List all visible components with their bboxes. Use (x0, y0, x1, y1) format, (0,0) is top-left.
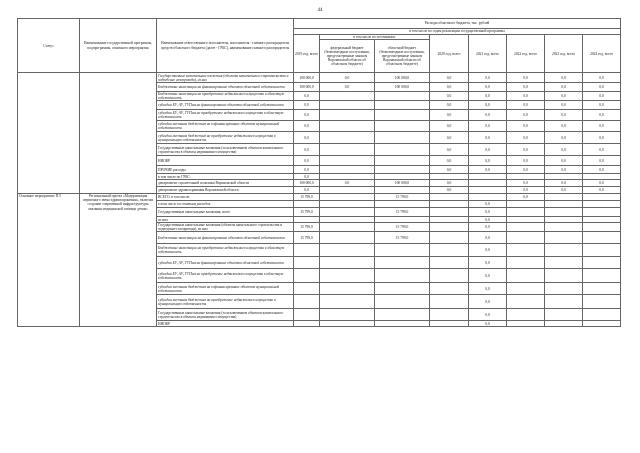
value-cell (583, 257, 621, 269)
value-cell: 100 000,0 (294, 180, 320, 187)
value-cell (430, 283, 469, 295)
header-responsible: Наименование ответственного исполнителя, исполнителя - главного распорядителя средств областного бюджета (далее - ГРБС), наименование главного распорядителя (157, 19, 294, 73)
value-cell: 0,0 (469, 309, 507, 321)
value-cell: 0,0 (545, 121, 583, 132)
header-incl: в том числе по источникам: (320, 35, 430, 40)
row-label: Государственные капитальные вложения (объекты капитального строительства и подведение газопровода), из них (157, 223, 294, 232)
header-2023: 2023 год, всего (545, 35, 583, 73)
value-cell: 0,0 (430, 132, 469, 144)
row-label: субсидии местным бюджетам на софинансирование объектов муниципальной собственности (157, 283, 294, 295)
row-label: субсидии БУ, АУ, ГУПам на финансирование объектов областной собственности (157, 101, 294, 110)
row-label: из них (157, 217, 294, 223)
value-cell: 0,0 (294, 174, 320, 180)
value-cell: 0,0 (430, 156, 469, 166)
value-cell: 0,0 (294, 166, 320, 174)
value-cell (545, 244, 583, 257)
row-label: Бюджетные инвестиции на приобретение недвижимого имущества в областную собственность (157, 244, 294, 257)
value-cell (430, 232, 469, 244)
row-label: Государственные капитальные вложения (за исключением объектов капитального строительства в объекты недвижимого имущества) (157, 309, 294, 321)
table-body (18, 73, 621, 327)
value-cell: 0,0 (545, 144, 583, 156)
value-cell (469, 180, 507, 187)
value-cell: 100 000,0 (375, 73, 430, 83)
value-cell: 0,0 (469, 244, 507, 257)
value-cell: 0,0 (430, 83, 469, 92)
row-label: в том числе по ГРБС: (157, 174, 294, 180)
value-cell (430, 269, 469, 283)
value-cell: 0,0 (583, 92, 621, 101)
value-cell: 0,0 (469, 92, 507, 101)
value-cell: 0,0 (507, 101, 545, 110)
value-cell (430, 309, 469, 321)
value-cell (294, 309, 320, 321)
value-cell: 0,0 (583, 110, 621, 121)
value-cell (294, 269, 320, 283)
table-header (18, 19, 621, 73)
value-cell (507, 269, 545, 283)
value-cell: 0,0 (469, 321, 507, 327)
value-cell: 0,0 (294, 156, 320, 166)
value-cell (375, 257, 430, 269)
table-row (18, 194, 621, 201)
value-cell (375, 144, 430, 156)
value-cell (545, 321, 583, 327)
header-2024: 2024 год, всего (583, 35, 621, 73)
value-cell (545, 223, 583, 232)
value-cell (545, 309, 583, 321)
value-cell (430, 321, 469, 327)
value-cell: 0,0 (469, 156, 507, 166)
row-label: субсидии местным бюджетам на софинансирование объектов муниципальной собственности (157, 121, 294, 132)
value-cell (320, 295, 375, 309)
row-label: Бюджетные инвестиции на приобретение недвижимого имущества в областную собственность (157, 92, 294, 101)
value-cell: 0,0 (545, 110, 583, 121)
program-cell (80, 73, 157, 194)
row-label: в том числе по статьям расходов (157, 201, 294, 208)
header-federal: федеральный бюджет (безвозмездные поступления, предусмотренные законом Воронежской области об областном бюджете) (320, 40, 375, 73)
row-label: субсидии БУ, АУ, ГУПам на финансирование объектов областной собственности (157, 257, 294, 269)
value-cell (320, 121, 375, 132)
value-cell (583, 283, 621, 295)
value-cell: 0,0 (320, 83, 375, 92)
value-cell (375, 121, 430, 132)
value-cell: 0,0 (469, 83, 507, 92)
value-cell (507, 232, 545, 244)
value-cell (320, 321, 375, 327)
row-label: НИОКР (157, 156, 294, 166)
value-cell (583, 201, 621, 208)
value-cell (545, 295, 583, 309)
row-label: департамент здравоохранения Воронежской области (157, 187, 294, 194)
value-cell: 0,0 (430, 144, 469, 156)
value-cell (320, 166, 375, 174)
value-cell: 0,0 (545, 73, 583, 83)
header-2020: 2020 год, всего (430, 35, 469, 73)
value-cell (320, 201, 375, 208)
value-cell (583, 321, 621, 327)
value-cell (583, 223, 621, 232)
value-cell (583, 232, 621, 244)
value-cell (320, 101, 375, 110)
value-cell: 0,0 (545, 92, 583, 101)
value-cell: 0,0 (430, 110, 469, 121)
value-cell: 0,0 (583, 132, 621, 144)
value-cell: 0,0 (583, 180, 621, 187)
value-cell (294, 321, 320, 327)
value-cell: 0,0 (469, 132, 507, 144)
value-cell: 0,0 (507, 166, 545, 174)
row-label: ПРОЧИЕ расходы (157, 166, 294, 174)
value-cell: 0,0 (430, 121, 469, 132)
value-cell: 0,0 (583, 121, 621, 132)
value-cell: 0,0 (469, 257, 507, 269)
row-label: Бюджетные инвестиции на финансирование объектов областной собственности (157, 232, 294, 244)
row-label: НИОКР (157, 321, 294, 327)
value-cell (545, 257, 583, 269)
value-cell: 0,0 (545, 156, 583, 166)
value-cell (375, 309, 430, 321)
value-cell: 0,0 (583, 144, 621, 156)
value-cell: 0,0 (469, 73, 507, 83)
value-cell (583, 208, 621, 217)
value-cell (294, 201, 320, 208)
value-cell: 0,0 (545, 132, 583, 144)
value-cell: 0,0 (469, 295, 507, 309)
value-cell: 0,0 (583, 73, 621, 83)
value-cell (430, 244, 469, 257)
value-cell (583, 269, 621, 283)
value-cell: 0,0 (430, 101, 469, 110)
status-cell: Основное мероприятие П.5 (18, 194, 80, 327)
value-cell (507, 201, 545, 208)
value-cell: 0,0 (320, 180, 375, 187)
value-cell: 0,0 (294, 132, 320, 144)
value-cell: 0,0 (469, 101, 507, 110)
value-cell (320, 232, 375, 244)
header-by-years: в том числе по годам реализации государственной программы (294, 29, 621, 35)
value-cell: 15 799,0 (294, 232, 320, 244)
value-cell (320, 92, 375, 101)
value-cell: 0,0 (294, 144, 320, 156)
page-number: 44 (317, 8, 323, 13)
value-cell (507, 223, 545, 232)
value-cell: 100 000,0 (375, 180, 430, 187)
value-cell: 0,0 (583, 83, 621, 92)
value-cell: 0,0 (469, 144, 507, 156)
value-cell: 0,0 (583, 187, 621, 194)
row-label: субсидии местным бюджетам на приобретение недвижимого имущества в муниципальную собственность (157, 295, 294, 309)
value-cell (375, 101, 430, 110)
value-cell (507, 208, 545, 217)
value-cell (430, 295, 469, 309)
value-cell: 0,0 (545, 180, 583, 187)
header-2019: 2019 год, всего (294, 35, 320, 73)
value-cell (375, 110, 430, 121)
value-cell (320, 208, 375, 217)
value-cell (430, 201, 469, 208)
value-cell: 0,0 (507, 73, 545, 83)
value-cell: 0,0 (469, 166, 507, 174)
status-cell (18, 73, 80, 194)
value-cell (545, 232, 583, 244)
value-cell (545, 201, 583, 208)
value-cell (375, 92, 430, 101)
value-cell (507, 283, 545, 295)
value-cell: 0,0 (507, 132, 545, 144)
value-cell: 0,0 (469, 283, 507, 295)
value-cell (375, 269, 430, 283)
header-expenses: Расходы областного бюджета, тыс. рублей (294, 19, 621, 29)
value-cell (294, 244, 320, 257)
header-2021: 2021 год, всего (469, 35, 507, 73)
value-cell (375, 132, 430, 144)
row-label: Бюджетные инвестиции на финансирование объектов областной собственности (157, 83, 294, 92)
value-cell: 0,0 (469, 269, 507, 283)
value-cell: 0,0 (469, 223, 507, 232)
value-cell: 0,0 (545, 187, 583, 194)
row-label: ВСЕГО, в том числе: (157, 194, 294, 201)
value-cell (375, 166, 430, 174)
value-cell (430, 208, 469, 217)
value-cell (320, 156, 375, 166)
value-cell (320, 223, 375, 232)
budget-table (17, 18, 621, 327)
value-cell (469, 194, 507, 201)
value-cell: 100 000,0 (294, 73, 320, 83)
table-row (18, 73, 621, 83)
value-cell (294, 295, 320, 309)
value-cell (375, 283, 430, 295)
row-label: департамент строительной политики Воронежской области (157, 180, 294, 187)
value-cell: 0,0 (294, 110, 320, 121)
value-cell: 0,0 (294, 101, 320, 110)
value-cell: 0,0 (507, 180, 545, 187)
value-cell (545, 269, 583, 283)
header-program: Наименование государственной программы, подпрограммы, основного мероприятия (80, 19, 157, 73)
value-cell: 0,0 (507, 144, 545, 156)
value-cell: 15 799,0 (375, 194, 430, 201)
value-cell (320, 110, 375, 121)
value-cell (375, 156, 430, 166)
value-cell: 0,0 (294, 187, 320, 194)
row-label: Государственные капитальные вложения (за исключением объектов капитального строительства в объекты недвижимого имущества) (157, 144, 294, 156)
value-cell (469, 187, 507, 194)
value-cell: 100 000,0 (375, 83, 430, 92)
value-cell (507, 295, 545, 309)
value-cell: 0,0 (507, 110, 545, 121)
value-cell: 100 000,0 (294, 83, 320, 92)
value-cell (507, 309, 545, 321)
value-cell: 0,0 (507, 92, 545, 101)
value-cell: 0,0 (507, 156, 545, 166)
value-cell: 0,0 (507, 187, 545, 194)
value-cell (320, 132, 375, 144)
value-cell (507, 244, 545, 257)
value-cell: 0,0 (469, 208, 507, 217)
value-cell (583, 244, 621, 257)
value-cell: 0,0 (583, 156, 621, 166)
value-cell: 0,0 (583, 101, 621, 110)
value-cell: 15 799,0 (294, 208, 320, 217)
value-cell: 0,0 (545, 101, 583, 110)
value-cell: 0,0 (430, 187, 469, 194)
value-cell (320, 257, 375, 269)
value-cell: 15 799,0 (375, 223, 430, 232)
value-cell (320, 283, 375, 295)
value-cell: 0,0 (294, 92, 320, 101)
value-cell (294, 257, 320, 269)
value-cell: 0,0 (545, 83, 583, 92)
value-cell: 0,0 (469, 110, 507, 121)
value-cell (320, 187, 375, 194)
value-cell: 0,0 (469, 232, 507, 244)
value-cell: 0,0 (320, 73, 375, 83)
value-cell (320, 244, 375, 257)
value-cell: 0,0 (507, 83, 545, 92)
value-cell: 0,0 (469, 217, 507, 223)
value-cell (430, 194, 469, 201)
value-cell (507, 257, 545, 269)
value-cell (507, 321, 545, 327)
value-cell: 0,0 (507, 121, 545, 132)
value-cell (320, 144, 375, 156)
value-cell: 15 799,0 (375, 208, 430, 217)
value-cell: 0,0 (545, 166, 583, 174)
value-cell (320, 309, 375, 321)
value-cell (545, 208, 583, 217)
value-cell (375, 244, 430, 257)
row-label: субсидии БУ, АУ, ГУПам на приобретение недвижимого имущества в областную собственность (157, 269, 294, 283)
value-cell (375, 321, 430, 327)
value-cell (545, 194, 583, 201)
value-cell (583, 309, 621, 321)
value-cell (545, 283, 583, 295)
program-cell: Региональный проект «Модернизация первичного звена здравоохранения», включая создание современной инфраструктуры оказания медицинской помощи детям» (80, 194, 157, 327)
value-cell (320, 194, 375, 201)
value-cell: 0,0 (430, 166, 469, 174)
value-cell (430, 223, 469, 232)
value-cell (430, 257, 469, 269)
value-cell (583, 194, 621, 201)
value-cell: 0,0 (469, 121, 507, 132)
value-cell (294, 283, 320, 295)
value-cell: 0,0 (507, 194, 545, 201)
value-cell: 0,0 (294, 121, 320, 132)
row-label: субсидии местным бюджетам на приобретение недвижимого имущества в муниципальную собственность (157, 132, 294, 144)
value-cell: 0,0 (469, 201, 507, 208)
value-cell: 0,0 (583, 166, 621, 174)
value-cell: 0,0 (430, 73, 469, 83)
value-cell (583, 295, 621, 309)
value-cell (375, 201, 430, 208)
value-cell (375, 187, 430, 194)
value-cell (320, 269, 375, 283)
value-cell: 15 799,0 (375, 232, 430, 244)
header-status: Статус (18, 19, 80, 73)
value-cell: 15 799,0 (294, 223, 320, 232)
value-cell: 0,0 (430, 180, 469, 187)
header-2022: 2022 год, всего (507, 35, 545, 73)
value-cell (375, 295, 430, 309)
row-label: Государственные капитальные вложения (объекты капитального строительства и подведение газопровода), из них (157, 73, 294, 83)
row-label: субсидии БУ, АУ, ГУПам на приобретение недвижимого имущества в областную собственность (157, 110, 294, 121)
value-cell: 0,0 (430, 92, 469, 101)
header-regional: областной бюджет (безвозмездные поступления, предусмотренные законом Воронежской области об областном бюджете) (375, 40, 430, 73)
row-label: Государственные капитальные вложения, всего (157, 208, 294, 217)
value-cell: 15 799,0 (294, 194, 320, 201)
